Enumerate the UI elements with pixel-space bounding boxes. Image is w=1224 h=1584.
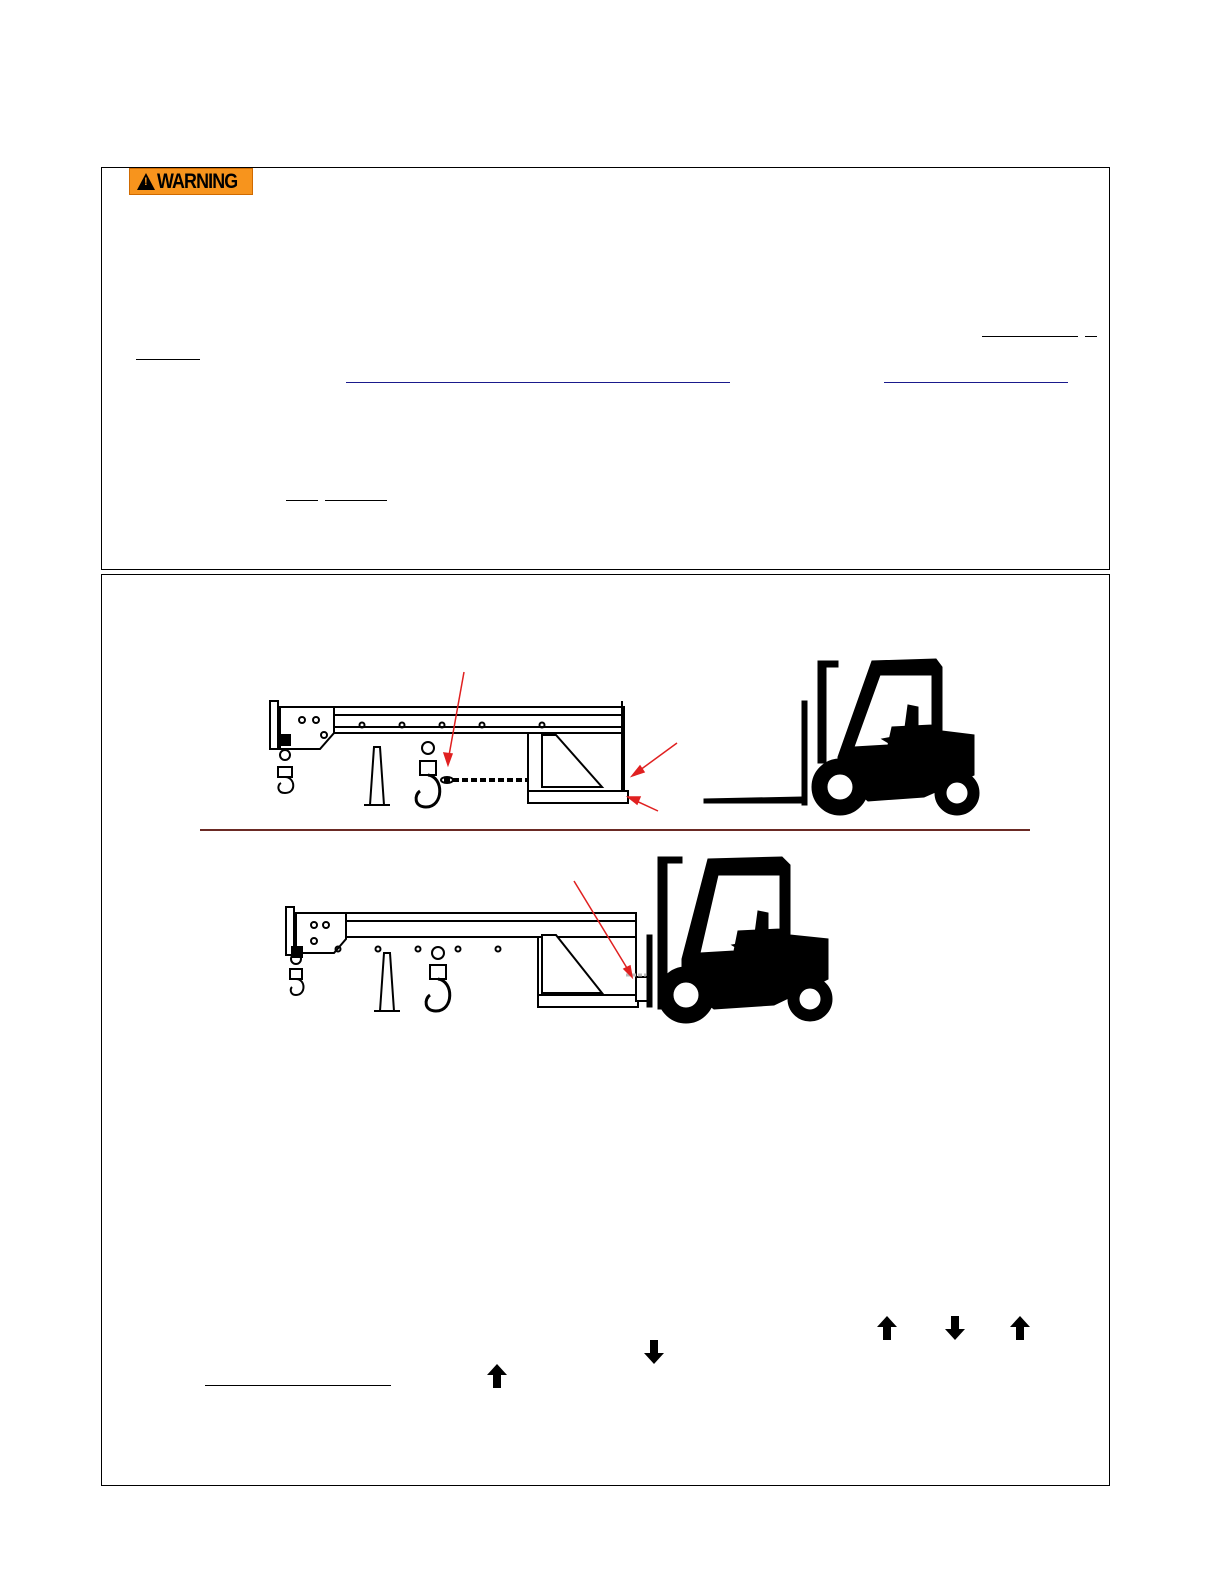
forklift-separated: [704, 659, 979, 815]
boom-bottom: [286, 907, 648, 1011]
warning-box: [101, 167, 1110, 570]
underline-fragment: [286, 500, 318, 501]
link-underline[interactable]: [346, 382, 730, 383]
forklift-mounted: [647, 857, 832, 1023]
arrow-down-icon: [643, 1339, 665, 1365]
boom-and-forklift-separated-figure: [102, 575, 1111, 835]
figure-separator: [200, 829, 1030, 831]
arrow-up-icon: [1009, 1315, 1031, 1341]
arrow-up-icon: [876, 1315, 898, 1341]
warning-badge-label: WARNING: [157, 170, 238, 193]
boom-mounted-on-forklift-figure: [102, 845, 1111, 1045]
arrow-down-icon: [944, 1315, 966, 1341]
underline-fragment: [1085, 336, 1097, 337]
underline-fragment: [136, 359, 200, 360]
underline-fragment: [205, 1385, 391, 1386]
warning-badge: [129, 168, 253, 195]
underline-fragment: [325, 500, 387, 501]
link-underline[interactable]: [884, 382, 1068, 383]
installation-box: [101, 574, 1110, 1486]
arrow-up-icon: [486, 1363, 508, 1389]
warning-triangle-icon: [137, 173, 155, 190]
underline-fragment: [982, 336, 1078, 337]
